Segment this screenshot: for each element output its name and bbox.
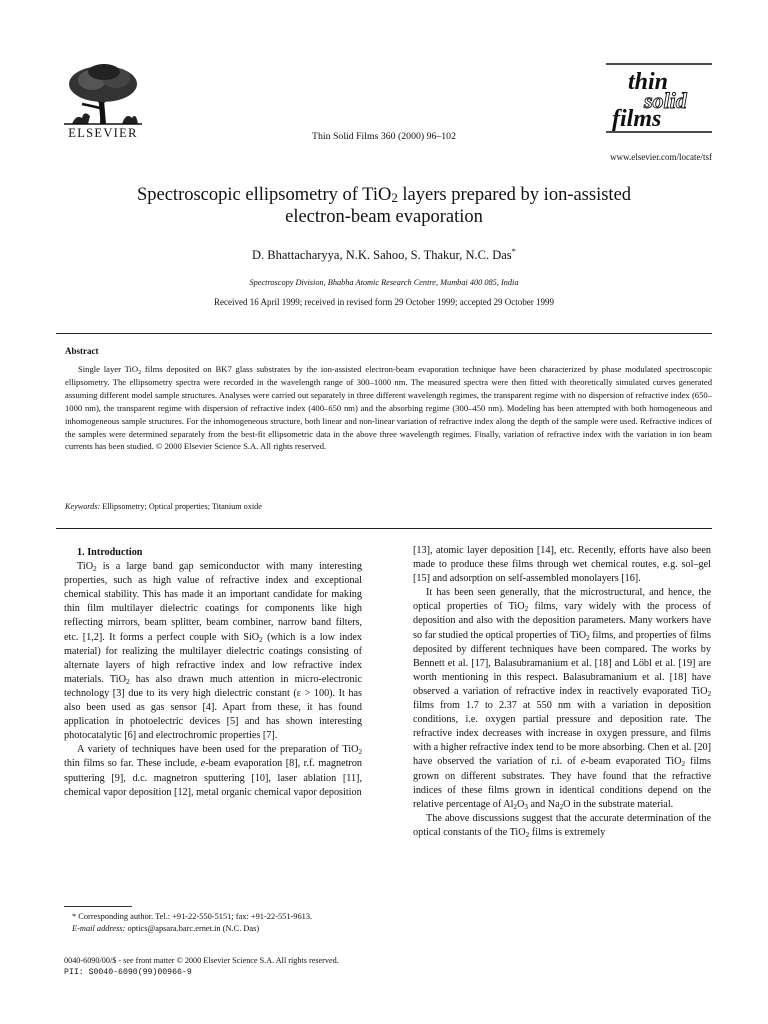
thin-solid-films-logo-icon	[606, 62, 712, 134]
front-matter-notice: 0040-6090/00/$ - see front matter © 2000 Elsevier Science S.A. All rights reserved. PII: S0040-6090(99)00966-9	[64, 956, 339, 977]
author-affiliation: Spectroscopy Division, Bhabha Atomic Research Centre, Mumbai 400 085, India	[249, 278, 519, 287]
body-paragraph: [13], atomic layer deposition [14], etc. Recently, efforts have also been made to produce these films through wet chemical routes, e.g. sol–gel [15] and adsorption on self-assembled monolayers [16].	[413, 545, 711, 585]
body-paragraph: The above discussions suggest that the accurate determination of the optical constants of the TiO$_2$ films is extremely	[413, 812, 711, 839]
article-history: Received 16 April 1999; received in revised form 29 October 1999; accepted 29 October 1999	[214, 297, 554, 307]
right-column	[413, 544, 711, 840]
journal-logo-thin: thin	[628, 69, 669, 95]
paper-authors: D. Bhattacharyya, N.K. Sahoo, S. Thakur, N.C. Das*	[251, 245, 517, 262]
journal-url-link[interactable]: www.elsevier.com/locate/tsf	[610, 152, 712, 162]
keywords-line: Keywords: Ellipsometry; Optical properties; Titanium oxide	[65, 502, 262, 511]
email-link[interactable]: optics@apsara.barc.ernet.in (N.C. Das)	[125, 924, 260, 933]
elsevier-tree-logo-icon	[62, 62, 144, 126]
journal-citation: Thin Solid Films 360 (2000) 96–102	[312, 131, 456, 142]
paper-title: Spectroscopic ellipsometry of TiO$_2$ layers prepared by ion-assisted electron-beam evaporation	[136, 185, 632, 227]
left-column	[64, 546, 362, 800]
journal-logo-solid: solid	[644, 88, 687, 113]
body-paragraph: It has been seen generally, that the microstructural, and hence, the optical properties of TiO$_2$ films, vary widely with the process of deposition and also with the deposition parameters. Many workers have so far studied the optical properties of TiO$_2$ films, and properties of films deposited by different techniques have been compared. The works by Bennett et al. [17], Balasubramanium et al. [18] and Löbl et al. [19] are worth mentioning in this respect. Balasubramanium et al. [18] have observed a variation of refractive index in reactively evaporated TiO$_2$ films from 1.7 to 2.37 at 550 nm with a variation in deposition conditions, i.e. oxygen partial pressure and deposition rate. The refractive index decreases with increase in oxygen pressure, and films with a higher refractive index tend to be more absorbing. Chen et al. [20] have observed the variation of r.i. of e-beam evaporated TiO$_2$ films grown on different substrates. They have found that the refractive indices of these films grown in identical conditions depend on the relative percentage of $Al_2O_3$ and $Na_2O$ in the substrate material.	[413, 587, 711, 811]
abstract-bottom-divider	[56, 528, 712, 529]
journal-logo-films: films	[612, 106, 662, 132]
corresponding-author-footnote: * Corresponding author. Tel.: +91-22-550-5151; fax: +91-22-551-9613. E-mail address: optics@apsara.barc.ernet.in (N.C. Das)	[72, 912, 313, 933]
publisher-name: ELSEVIER	[68, 126, 138, 140]
pii-identifier: PII: S0040-6090(99)00966-9	[64, 967, 192, 977]
footnote-divider	[64, 906, 132, 907]
corresponding-author-mark[interactable]: *	[511, 245, 517, 256]
abstract-text: Single layer TiO$_2$ films deposited on BK7 glass substrates by the ion-assisted electron-beam evaporation technique have been characterized by phase modulated spectroscopic ellipsometry. The ellipsometry spectra were recorded in the wavelength range of 300–1000 nm. The measured spectra were then fitted with theoretically simulated curves generated assuming different model sample structures. Analyses were carried out separately in three different wavelength regimes, the transparent regime with no dispersion of refractive index (650–1000 nm), the transparent regime with dispersion of refractive index (400–650 nm) and the absorbing regime (300–450 nm). Modeling has been attempted with both homogeneous and inhomogeneous sample structures. For the inhomogeneous structure, both linear and non-linear variation of refractive index along the depth of the sample were used. Refractive indices of the samples were determined separately from the best-fit ellipsometric data in the above three wavelength regimes. Finally, variation of refractive index with the variation in ion beam currents has been studied. © 2000 Elsevier Science S.A. All rights reserved.	[65, 364, 712, 452]
body-paragraph: A variety of techniques have been used for the preparation of TiO$_2$ thin films so far. These include, e-beam evaporation [8], r.f. magnetron sputtering [9], d.c. magnetron sputtering [10], laser ablation [11], chemical vapor deposition [12], metal organic chemical vapor deposition	[64, 744, 363, 798]
section-heading-introduction: 1. Introduction	[77, 547, 143, 558]
body-paragraph: TiO$_2$ is a large band gap semiconductor with many interesting properties, such as high value of refractive index and exceptional chemical stability. This has made it an important candidate for making thin film multilayer dielectric coatings for components like high reflecting mirrors, beam splitter, beam combiner, narrow band filters, etc. [1,2]. It forms a perfect couple with SiO$_2$ (which is a low index material) for realizing the multilayer dielectric coatings consisting of alternate layers of high refractive index and low refractive index materials. TiO$_2$ has also drawn much attention in micro-electronic technology [3] due to its very high dielectric constant (ε > 100). It has also been used as gas sensor [4]. Apart from these, it has found application in photoelectric devices [5] and has shown interesting photocatalytic [6] and electrochromic properties [7].	[64, 561, 362, 742]
abstract-top-divider	[56, 333, 712, 334]
abstract-heading: Abstract	[65, 346, 99, 356]
